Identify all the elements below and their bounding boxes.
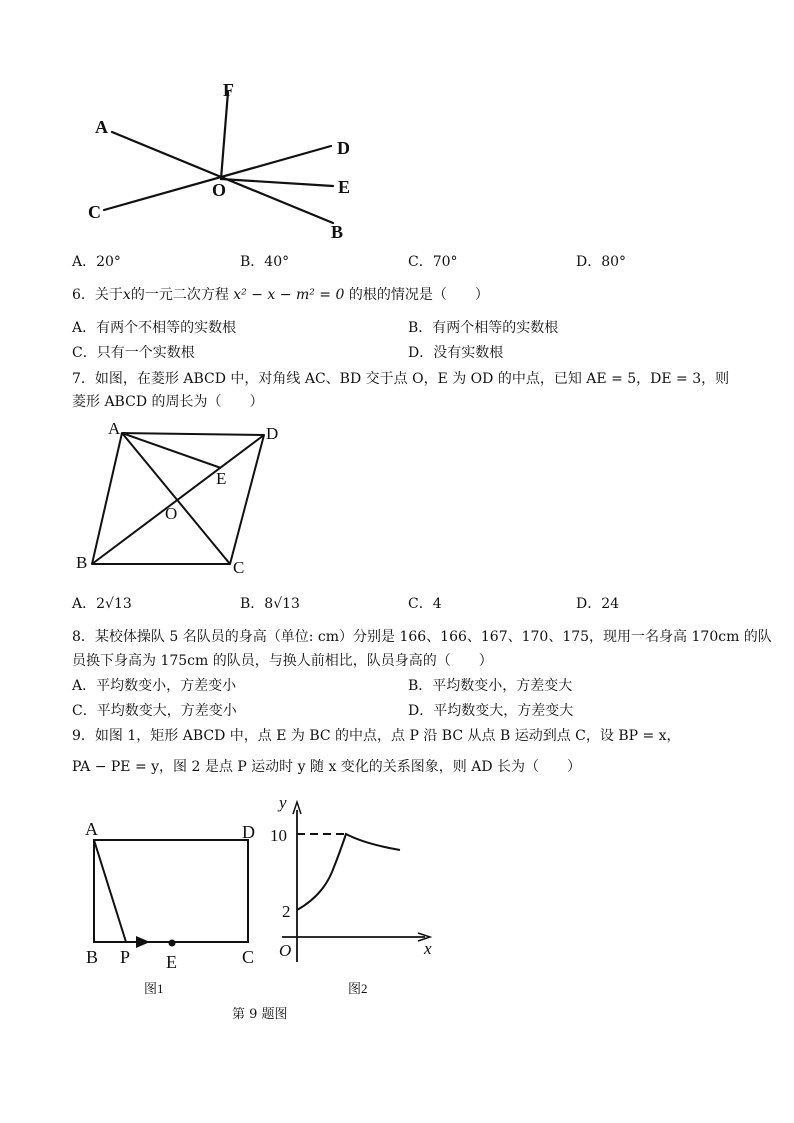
label-D: D: [337, 138, 350, 158]
figure-2-caption: 图2: [348, 981, 368, 996]
label-B: B: [86, 947, 99, 967]
q8-stem-line2: 员换下身高为 175cm 的队员，与换人前相比，队员身高的（ ）: [72, 653, 493, 669]
figure-q9-graph: [270, 792, 450, 997]
label-E: E: [216, 469, 227, 488]
q5-option-d[interactable]: D．80°: [576, 254, 627, 270]
q7-stem-line2: 菱形 ABCD 的周长为（ ）: [72, 394, 264, 410]
label-B: B: [76, 553, 88, 572]
q5-option-a[interactable]: A．20°: [72, 254, 121, 270]
q7-option-b[interactable]: B．8√13: [240, 596, 300, 612]
arrow-icon: [136, 936, 150, 948]
label-y: y: [279, 793, 287, 812]
figure-1-caption: 图1: [144, 981, 164, 996]
q5-option-c[interactable]: C．70°: [408, 254, 458, 270]
label-O: O: [279, 941, 292, 960]
label-D: D: [266, 424, 279, 443]
q8-option-d[interactable]: D．平均数变大，方差变大: [408, 703, 574, 719]
q9-stem-line1: 9．如图 1，矩形 ABCD 中，点 E 为 BC 的中点，点 P 沿 BC 从点 B 运动到点 C，设 BP = x，: [72, 728, 681, 744]
label-A: A: [108, 419, 121, 438]
q6-option-b[interactable]: B．有两个相等的实数根: [408, 320, 559, 336]
q6-stem-mid: 的一元二次方程: [130, 287, 229, 303]
label-x: x: [424, 939, 432, 958]
q9-figure-caption: 第 9 题图: [232, 1007, 288, 1022]
q7-stem-line1: 7．如图，在菱形 ABCD 中，对角线 AC、BD 交于点 O，E 为 OD 的中点，已知 AE = 5，DE = 3，则: [72, 371, 730, 387]
label-C: C: [242, 947, 255, 967]
graph-curve: [297, 834, 400, 910]
label-10: 10: [270, 826, 287, 845]
q6-option-c[interactable]: C．只有一个实数根: [72, 345, 195, 361]
q7-option-d[interactable]: D．24: [576, 596, 620, 612]
q7-option-a[interactable]: A．2√13: [72, 596, 132, 612]
label-O: O: [165, 504, 178, 523]
q8-stem-line1: 8．某校体操队 5 名队员的身高（单位: cm）分别是 166、166、167、170、175，现用一名身高 170cm 的队: [72, 629, 772, 645]
label-C: C: [233, 558, 245, 577]
q6-stem-pre: 6．关于: [72, 287, 123, 303]
label-F: F: [223, 80, 234, 100]
figure-q5-rays: [80, 78, 370, 243]
segment-AP: [94, 840, 126, 942]
q7-option-c[interactable]: C．4: [408, 596, 442, 612]
q6-option-d[interactable]: D．没有实数根: [408, 345, 504, 361]
label-P: P: [120, 947, 131, 967]
q6-equation: x² − x − m² = 0: [233, 287, 345, 303]
q8-option-c[interactable]: C．平均数变大，方差变小: [72, 703, 237, 719]
figure-q9-rectangle: [80, 812, 275, 997]
label-B: B: [331, 222, 344, 242]
q6-stem-var: x: [122, 287, 131, 303]
q6-stem-post: 的根的情况是（ ）: [348, 287, 489, 303]
ray-OF: [221, 92, 228, 179]
label-O: O: [212, 180, 227, 200]
label-A: A: [95, 117, 108, 137]
label-2: 2: [282, 902, 291, 921]
label-E: E: [166, 952, 177, 972]
label-E: E: [338, 177, 351, 197]
rectangle-ABCD: [94, 840, 248, 942]
q9-stem-line2: PA − PE = y，图 2 是点 P 运动时 y 随 x 变化的关系图象，则 AD 长为（ ）: [72, 759, 582, 775]
q6-stem: [72, 286, 489, 304]
q5-option-b[interactable]: B．40°: [240, 254, 290, 270]
line-CD: [104, 146, 331, 210]
point-E: [169, 940, 176, 947]
q8-option-a[interactable]: A．平均数变小，方差变小: [72, 678, 237, 694]
q8-option-b[interactable]: B．平均数变小，方差变大: [408, 678, 573, 694]
figure-q7-rhombus: [70, 418, 290, 580]
label-C: C: [88, 202, 101, 222]
q6-option-a[interactable]: A．有两个不相等的实数根: [72, 320, 237, 336]
label-D: D: [242, 822, 255, 842]
label-A: A: [85, 819, 98, 839]
